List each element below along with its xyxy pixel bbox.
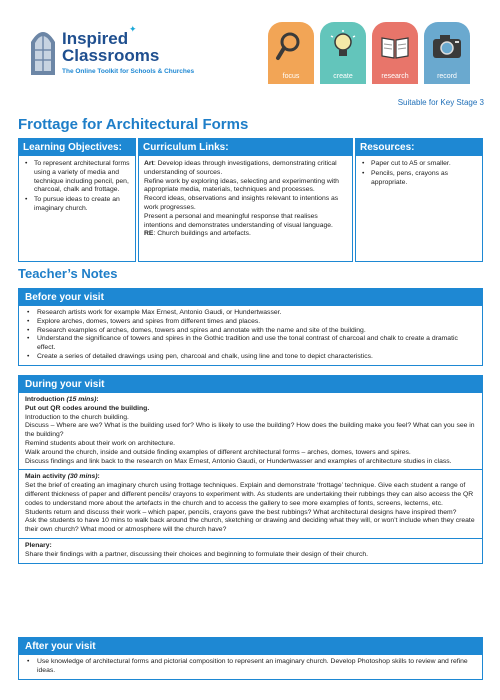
introduction-title: Introduction	[25, 396, 67, 403]
teachers-notes-title: Teacher’s Notes	[18, 266, 118, 281]
re-text: : Church buildings and artefacts.	[153, 230, 251, 238]
list-item: • Research examples of arches, domes, towers and spires and annotate with the name and site of the building.	[25, 327, 476, 336]
curriculum-line: Refine work by exploring ideas, selecting and experimenting with appropriate media, materials, techniques and processes.	[144, 177, 339, 194]
learning-objectives-column	[18, 138, 136, 262]
logo-line1: Inspired	[62, 29, 129, 48]
page-title: Frottage for Architectural Forms	[18, 116, 249, 133]
list-item: • Use knowledge of architectural forms and pictorial composition to represent an imaginary church. Develop Photoshop skills to review and refine ideas.	[25, 658, 476, 676]
tab-focus[interactable]	[268, 22, 314, 84]
list-item: • Research artists work for example Max Ernest, Antonio Gaudi, or Hundertwasser.	[25, 309, 476, 318]
re-line	[144, 230, 347, 239]
tab-research-label: research	[381, 73, 409, 80]
re-label: RE	[144, 230, 154, 238]
church-window-logo-icon	[30, 26, 56, 76]
before-visit-heading: Before your visit	[19, 289, 482, 306]
header	[0, 0, 500, 96]
star-icon: ✦	[129, 24, 137, 34]
logo-wordmark	[62, 30, 159, 64]
plenary-block	[19, 538, 482, 563]
curriculum-links-column	[138, 138, 353, 262]
main-activity-block: Main activity (30 mins): Set the brief of creating an imaginary church using frottage techniques. Explain and demonstrate ‘frottage’ technique. Give each student a range of different thickness of paper and different pencils/ crayons to experiment with. As students are undertaking their rubbings they can also access the QR codes to understand more about the artefacts in the church and to access the gallery to see more examples of fonts, screens, lecterns, etc. Students return and discuss their work – which paper, pencils, crayons gave the best rubbings? What architectural designs have inspired them? Ask the students to have 10 mins to walk back around the church, sketching or drawing and deciding what they will, or won’t include when they create their own church? What mood or atmosphere will the church have?	[19, 469, 482, 538]
list-item: • Pencils, pens, crayons as appropriate.	[361, 170, 477, 188]
list-item: • Understand the significance of towers and spires in the Gothic tradition and use the tonal contrast of charcoal and chalk to create a dramatic effect.	[25, 335, 476, 353]
key-stage-note: Suitable for Key Stage 3	[397, 98, 484, 107]
list-item: • Paper cut to A5 or smaller.	[361, 160, 477, 169]
curriculum-links-heading: Curriculum Links:	[138, 138, 353, 156]
plenary-text: Share their findings with a partner, discussing their choices and beginning to formulate their design of their church.	[25, 550, 369, 558]
list-item: • Create a series of detailed drawings using pen, charcoal and chalk, using line and tone to depict characteristics.	[25, 353, 476, 362]
overview-table	[18, 138, 483, 262]
logo-tagline: The Online Toolkit for Schools & Churches	[62, 68, 195, 75]
tab-focus-label: focus	[282, 73, 300, 80]
during-visit-section	[18, 375, 483, 564]
main-activity-duration: (30 mins)	[67, 473, 98, 481]
before-visit-section	[18, 288, 483, 366]
tab-create-label: create	[333, 73, 353, 80]
introduction-block: Introduction (15 mins): Put out QR codes around the building. Introduction to the church building. Discuss – Where are we? What is the building used for? Who is likely to use the building? How does the building make you feel? What can you see in the building? Remind students about their work on architecture. Walk around the church, inside and outside finding examples of different architectural forms – arches, domes, towers and spires. Discuss findings and link back to the research on Max Ernest, Antonio Gaudi, or Hundertwasser and examples of architecture studies in class.	[25, 396, 475, 465]
main-activity-title: Main activity	[25, 473, 68, 481]
introduction-duration: (15 mins)	[66, 396, 97, 403]
tab-record[interactable]	[424, 22, 470, 84]
after-visit-heading: After your visit	[19, 638, 482, 655]
tab-research[interactable]	[372, 22, 418, 84]
lightbulb-icon	[327, 30, 359, 62]
list-item: • To pursue ideas to create an imaginary church.	[24, 196, 130, 214]
resources-column	[355, 138, 483, 262]
magnifier-icon	[275, 30, 307, 62]
art-text: : Develop ideas through investigations, demonstrating critical understanding of sources.	[144, 160, 337, 176]
resources-heading: Resources:	[355, 138, 483, 156]
tab-record-label: record	[437, 73, 457, 80]
introduction-instruction: Put out QR codes around the building.	[25, 404, 150, 412]
after-visit-section	[18, 637, 483, 680]
learning-objectives-heading: Learning Objectives:	[18, 138, 136, 156]
art-line	[144, 160, 347, 178]
curriculum-line: Record ideas, observations and insights relevant to intentions as work progresses.	[144, 195, 339, 211]
curriculum-line: Present a personal and meaningful response that realises intentions and demonstrates understanding of visual language.	[144, 212, 333, 229]
camera-icon	[431, 30, 463, 62]
book-icon	[379, 30, 411, 62]
logo-line2: Classrooms	[62, 46, 160, 65]
tab-create[interactable]	[320, 22, 366, 84]
during-visit-heading: During your visit	[19, 376, 482, 393]
art-label: Art	[144, 160, 154, 167]
plenary-title: Plenary:	[25, 541, 52, 549]
list-item: • To represent architectural forms using a variety of media and technique including pencil, pen, charcoal, chalk and frottage.	[24, 160, 130, 195]
list-item: • Explore arches, domes, towers and spires from different times and places.	[25, 318, 476, 327]
